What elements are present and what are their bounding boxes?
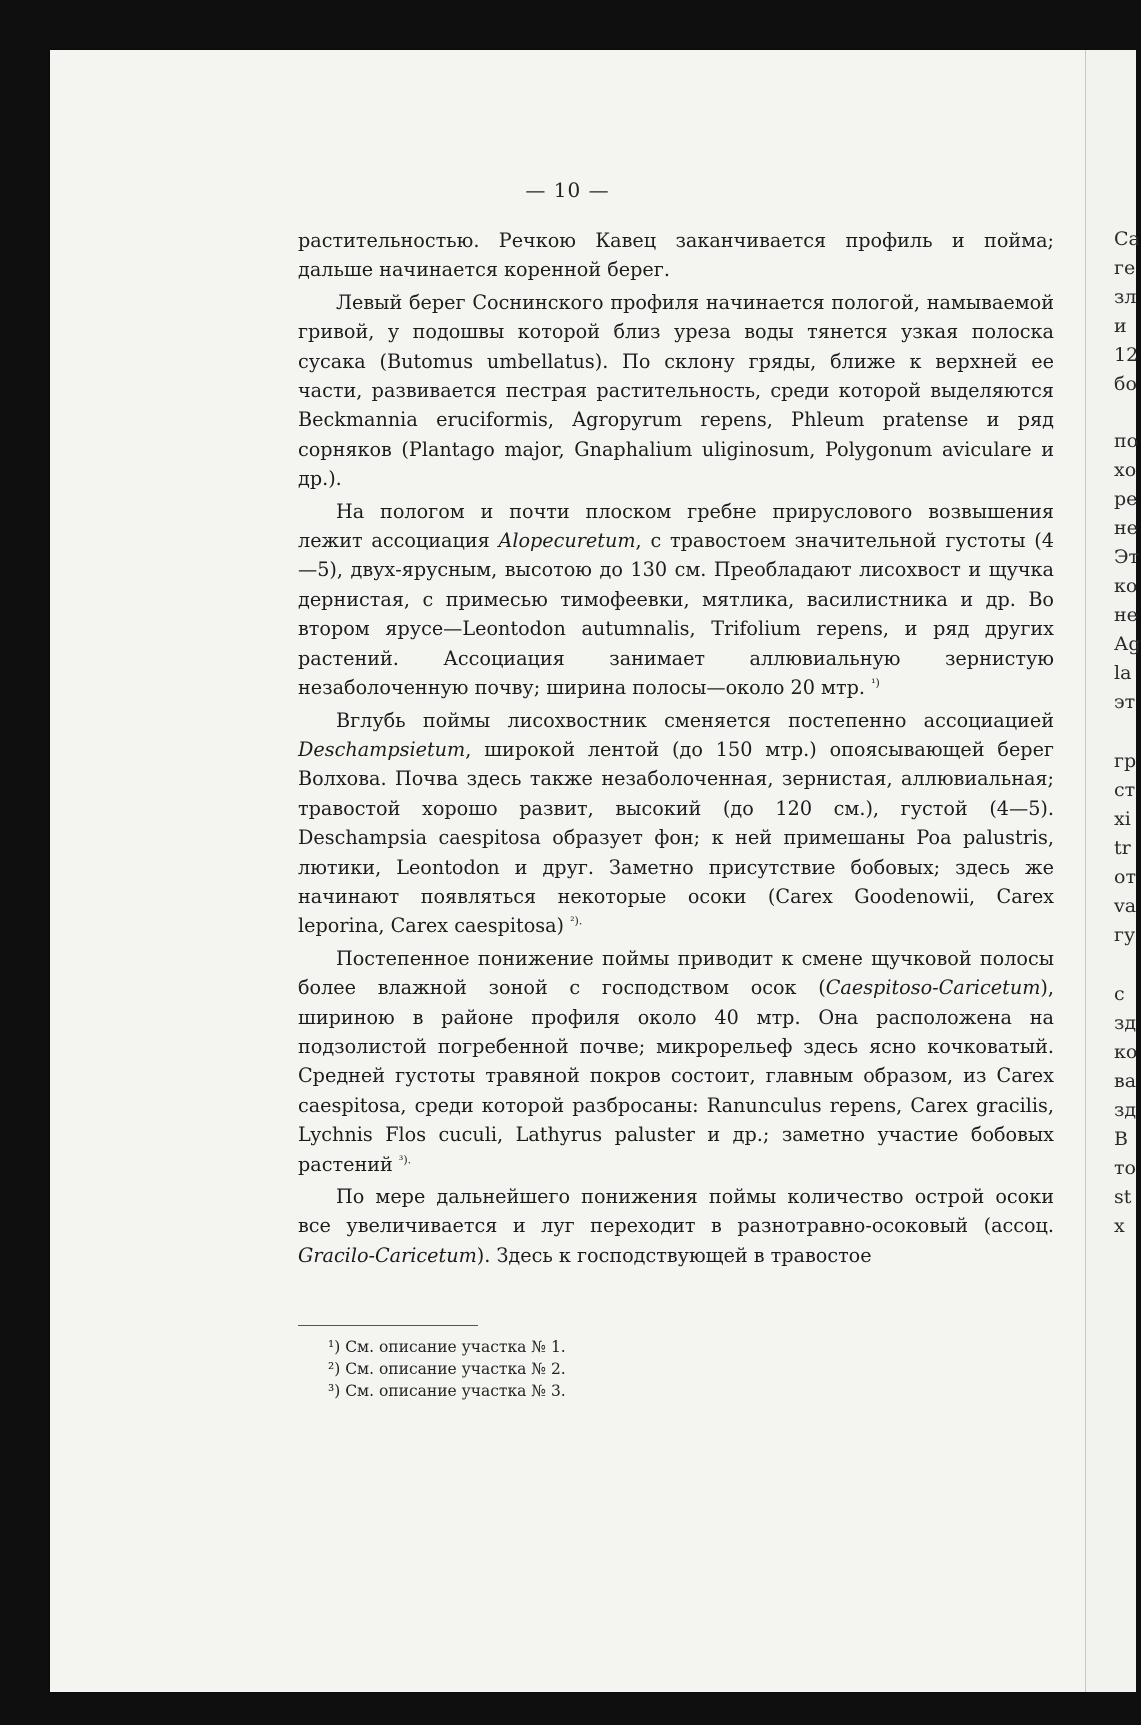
association-name: Gracilo-Caricetum — [298, 1243, 477, 1267]
adjacent-page-text-fragment: и — [1114, 315, 1127, 337]
adjacent-page-text-fragment: зд — [1114, 1012, 1137, 1034]
paragraph-6 — [298, 1182, 1054, 1270]
adjacent-page-text-fragment: ко — [1114, 1041, 1138, 1063]
adjacent-page-text-fragment: ге — [1114, 257, 1136, 279]
association-name: Caespitoso-Caricetum — [825, 976, 1041, 1000]
adjacent-page-text-fragment: зл — [1114, 286, 1137, 308]
adjacent-page-text-fragment: не — [1114, 517, 1138, 539]
adjacent-page-text-fragment: хо — [1114, 459, 1137, 481]
paragraph-text: Левый берег Соснинского профиля начинается пологой, намываемой гривой, у подошвы которой близ уреза воды тянется узкая полоска сусака (Butomus umbellatus). По склону гряды, ближе к верхней ее части, развивается пестрая растительность, среди которой выделяются Beckmannia eruciformis, Agropyrum repens, Phleum pratense и ряд сорняков (Plantago major, Gnaphalium uliginosum, Polygonum aviculare и др.). — [298, 290, 1054, 491]
footnote-divider — [298, 1325, 478, 1326]
footnote-ref: ¹) — [871, 676, 880, 690]
paragraph-text: , с травостоем значительной густоты (4—5), двух-ярусным, высотою до 130 см. Преобладают лисохвост и щучка дернистая, с примесью тимофеевки, мятлика, василистника и др. Во втором ярусе—Leontodon autumnalis, Trifolium repens, и ряд других растений. Ассоциация занимает аллювиальную зернистую незаболоченную почву; ширина полосы—около 20 мтр. — [298, 529, 1054, 700]
adjacent-page-text-fragment: то — [1114, 1157, 1136, 1179]
adjacent-page-text-fragment: ст — [1114, 779, 1136, 801]
footnote-ref: ²). — [570, 914, 583, 928]
adjacent-page-text-fragment: от — [1114, 866, 1136, 888]
paragraph-text: , широкой лентой (до 150 мтр.) опоясывающей берег Волхова. Почва здесь также незаболоченная, зернистая, аллювиальная; травостой хорошо развит, высокий (до 120 см.), густой (4—5). Deschampsia caespitosa образует фон; к ней примешаны Poa palustris, лютики, Leontodon и друг. Заметно присутствие бобовых; здесь же начинают появляться некоторые осоки (Carex Goodenowii, Carex leporina, Carex caespitosa) — [298, 737, 1054, 938]
adjacent-page-text-fragment: зд — [1114, 1099, 1137, 1121]
paragraph-text: Вглубь поймы лисохвостник сменяется постепенно ассоциацией — [336, 708, 1054, 732]
body-text — [298, 226, 1054, 1273]
adjacent-page-text-fragment: по — [1114, 430, 1139, 452]
paragraph-text: ), шириною в районе профиля около 40 мтр. Она расположена на подзолистой погребенной почве; микрорельеф здесь ясно кочковатый. Средней густоты травяной покров состоит, главным образом, из Carex caespitosa, среди которой разбросаны: Ranunculus repens, Carex gracilis, Lychnis Flos cuculi, Lathyrus paluster и др.; заметно участие бобовых растений — [298, 976, 1054, 1176]
adjacent-page-text-fragment: хі — [1114, 808, 1131, 830]
adjacent-page-edge — [1085, 50, 1141, 1692]
paragraph-1 — [298, 226, 1054, 285]
adjacent-page-text-fragment: ва — [1114, 1070, 1137, 1092]
adjacent-page-text-fragment: В — [1114, 1128, 1128, 1150]
document-page — [50, 50, 1085, 1692]
paragraph-3 — [298, 497, 1054, 703]
paragraph-4 — [298, 706, 1054, 941]
paragraph-text: По мере дальнейшего понижения поймы количество острой осоки все увеличивается и луг переходит в разнотравно-осоковый (ассоц. — [298, 1185, 1054, 1238]
adjacent-page-text-fragment: бо — [1114, 373, 1137, 395]
adjacent-page-text-fragment: х — [1114, 1215, 1125, 1237]
adjacent-page-text-fragment: Аg — [1114, 633, 1141, 655]
paragraph-text: Постепенное понижение поймы приводит к смене щучковой полосы более влажной зоной с господством осок ( — [298, 946, 1054, 1000]
paragraph-text: На пологом и почти плоском гребне прируслового возвышения лежит ассоциация — [298, 499, 1054, 553]
paragraph-2 — [298, 288, 1054, 494]
paragraph-text: растительностью. Речкою Кавец заканчивается профиль и пойма; дальше начинается коренной берег. — [298, 229, 1054, 282]
adjacent-page-text-fragment: la — [1114, 662, 1132, 684]
adjacent-page-text-fragment: ко — [1114, 575, 1138, 597]
adjacent-page-text-fragment: эт — [1114, 691, 1136, 713]
footnote-3: ³) См. описание участка № 3. — [328, 1382, 566, 1400]
adjacent-page-text-fragment: с — [1114, 983, 1125, 1005]
association-name: Alopecuretum — [498, 529, 636, 553]
adjacent-page-text-fragment: не — [1114, 604, 1138, 626]
adjacent-page-text-fragment: гр — [1114, 750, 1137, 772]
footnotes — [328, 1336, 566, 1402]
adjacent-page-text-fragment: va — [1114, 895, 1137, 917]
association-name: Deschampsietum — [298, 737, 466, 761]
adjacent-page-text-fragment: ре — [1114, 488, 1138, 510]
adjacent-page-text-fragment: Са — [1114, 228, 1140, 250]
adjacent-page-text-fragment: tr — [1114, 837, 1131, 859]
footnote-1: ¹) См. описание участка № 1. — [328, 1338, 566, 1356]
adjacent-page-text-fragment: гу — [1114, 924, 1136, 946]
adjacent-page-text-fragment: Эт — [1114, 546, 1140, 568]
paragraph-text: ). Здесь к господствующей в травостое — [476, 1243, 872, 1267]
adjacent-page-text-fragment: st — [1114, 1186, 1132, 1208]
footnote-ref: ³). — [398, 1153, 412, 1167]
page-number: — 10 — — [525, 178, 610, 202]
paragraph-5 — [298, 944, 1054, 1179]
adjacent-page-text-fragment: 12 — [1114, 344, 1139, 366]
footnote-2: ²) См. описание участка № 2. — [328, 1360, 566, 1378]
